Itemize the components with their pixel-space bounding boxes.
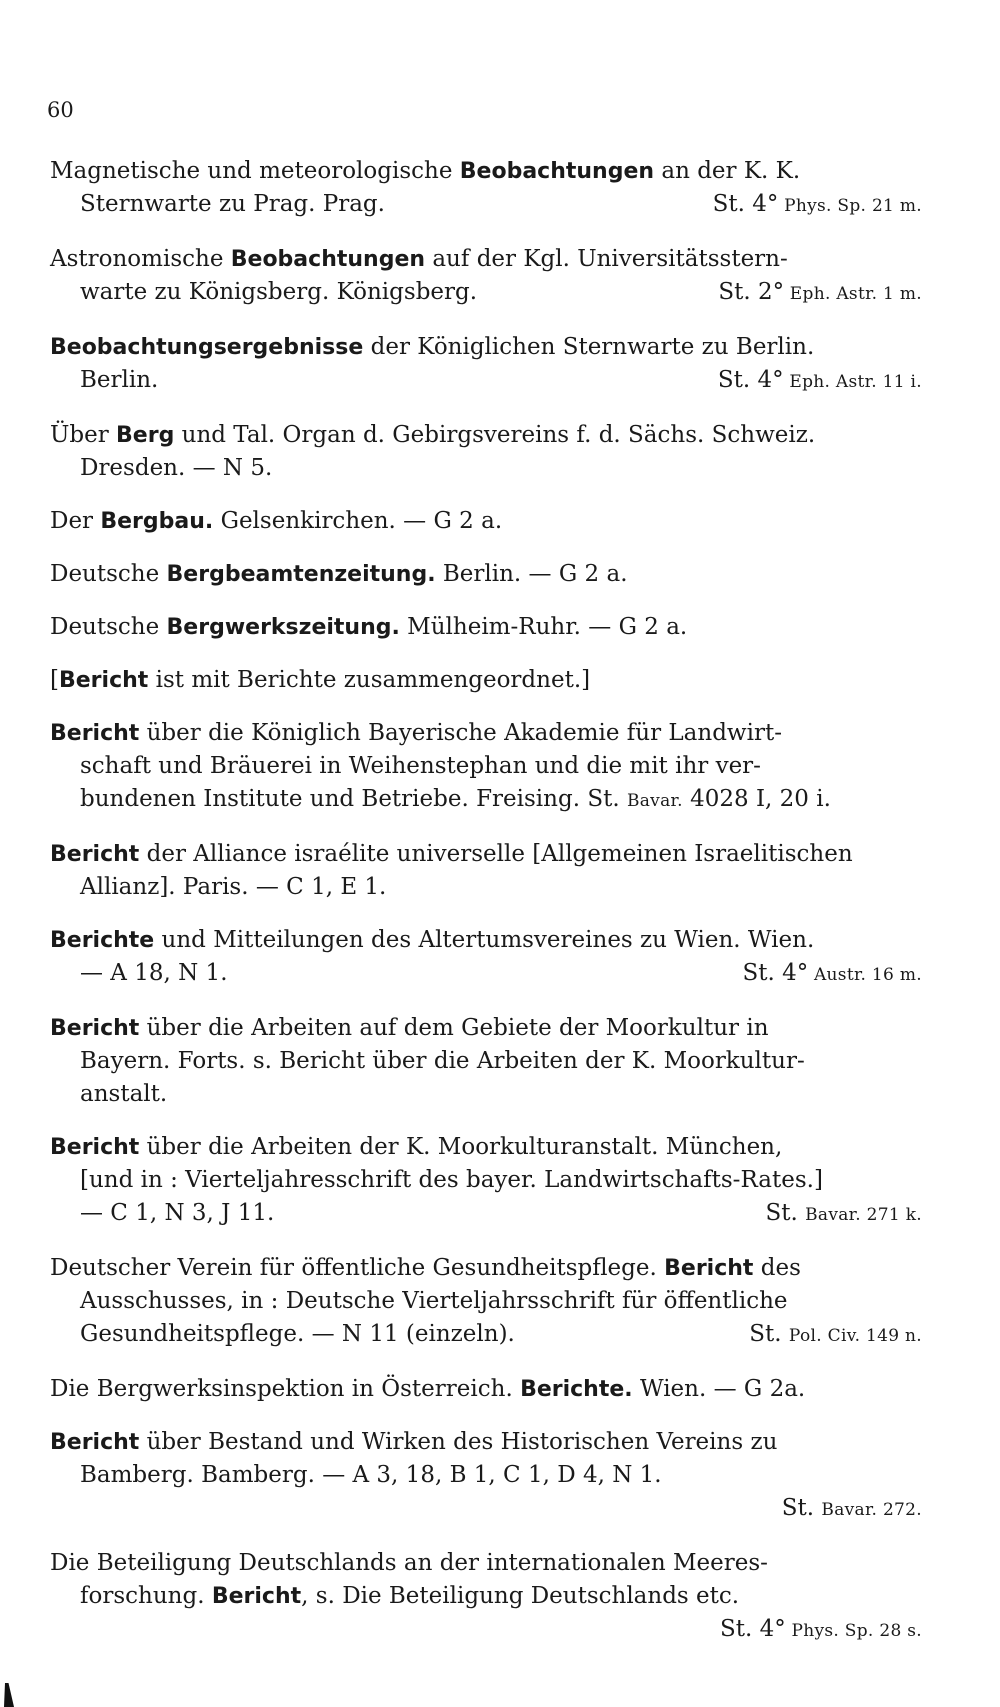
shelfmark: Bavar.	[626, 791, 683, 811]
text-run: Deutscher Verein für öffentliche Gesundheitspflege.	[50, 1255, 665, 1281]
entry-line	[50, 750, 922, 783]
text-run: — C 1, N 3, J 11.	[80, 1200, 275, 1226]
shelfmark: Phys. Sp. 21 m.	[778, 196, 922, 216]
entry-line	[50, 1078, 922, 1111]
text-run: Der	[50, 508, 101, 534]
catalog-entry	[50, 838, 922, 904]
entry-line	[50, 1318, 922, 1353]
text-run: über die Königlich Bayerische Akademie für Landwirt-	[139, 720, 782, 746]
entry-line	[50, 1285, 922, 1318]
text-run: [und in : Vierteljahresschrift des bayer. Landwirtschafts-Rates.]	[80, 1167, 823, 1193]
shelfmark: Bavar. 271 k.	[805, 1205, 922, 1225]
entry-line	[50, 155, 922, 188]
keyword: Beobachtungsergebnisse	[50, 335, 364, 360]
entry-line-text	[80, 276, 477, 311]
text-run: St.	[765, 1200, 806, 1226]
keyword: Berichte.	[520, 1377, 633, 1402]
text-run: Berlin. — G 2 a.	[435, 561, 628, 587]
entry-line	[50, 1613, 922, 1648]
text-run: der Königlichen Sternwarte zu Berlin.	[363, 334, 815, 360]
keyword: Bericht	[50, 1016, 140, 1041]
text-run: Ausschusses, in : Deutsche Vierteljahrsschrift für öffentliche	[80, 1288, 788, 1314]
entry-line	[50, 1492, 922, 1527]
text-run: an der K. K.	[654, 158, 801, 184]
catalog-entry	[50, 1131, 922, 1232]
keyword: Bericht	[50, 1430, 140, 1455]
keyword: Bergbeamtenzeitung.	[166, 562, 436, 587]
text-run: Gesundheitspflege. — N 11 (einzeln).	[80, 1321, 515, 1347]
entry-line	[50, 838, 922, 871]
catalog-entry	[50, 611, 922, 644]
entry-line	[50, 1197, 922, 1232]
shelfmark: Eph. Astr. 1 m.	[784, 284, 922, 304]
text-run: warte zu Königsberg. Königsberg.	[80, 279, 478, 305]
entry-line	[50, 1012, 922, 1045]
keyword: Bericht	[50, 721, 140, 746]
text-run: Deutsche	[50, 614, 167, 640]
entry-line	[50, 419, 922, 452]
catalog-entry	[50, 664, 922, 697]
catalog-entry	[50, 1547, 922, 1648]
text-run: St. 4°	[717, 367, 784, 393]
text-run: über Bestand und Wirken des Historischen Vereins zu	[139, 1429, 778, 1455]
entry-line	[50, 1547, 922, 1580]
text-run: St. 4°	[712, 191, 779, 217]
entry-line	[50, 611, 922, 644]
entry-line	[50, 276, 922, 311]
shelfmark: Pol. Civ. 149 n.	[788, 1326, 922, 1346]
entry-line	[50, 188, 922, 223]
text-run: Berlin.	[80, 367, 159, 393]
keyword: Berichte	[50, 928, 155, 953]
text-run: [	[50, 667, 59, 693]
text-run: Bayern. Forts. s. Bericht über die Arbeiten der K. Moorkultur-	[80, 1048, 805, 1074]
call-number	[765, 1197, 922, 1232]
keyword: Bericht	[50, 1135, 140, 1160]
page-number: 60	[47, 98, 74, 122]
entry-line	[50, 1164, 922, 1197]
entry-line-text	[80, 364, 158, 399]
keyword: Bericht	[58, 668, 149, 693]
text-run: über die Arbeiten auf dem Gebiete der Moorkultur in	[139, 1015, 769, 1041]
keyword: Bergbau.	[100, 509, 214, 534]
text-run: und Tal. Organ d. Gebirgsvereins f. d. Sächs. Schweiz.	[174, 422, 816, 448]
catalog-entry	[50, 924, 922, 992]
entry-line	[50, 783, 922, 818]
catalog-entry	[50, 717, 922, 818]
call-number	[718, 364, 922, 399]
text-run: Deutsche	[50, 561, 167, 587]
text-run: Gelsenkirchen. — G 2 a.	[213, 508, 503, 534]
text-run: Bamberg. Bamberg. — A 3, 18, B 1, C 1, D 4, N 1.	[80, 1462, 662, 1488]
catalog-entry	[50, 558, 922, 591]
catalog-entry	[50, 1012, 922, 1111]
entry-line	[50, 558, 922, 591]
text-run: St.	[749, 1321, 789, 1347]
keyword: Bergwerkszeitung.	[166, 615, 400, 640]
catalog-entry	[50, 155, 922, 223]
text-run: Über	[50, 422, 117, 448]
entry-line	[50, 924, 922, 957]
keyword: Berg	[116, 423, 175, 448]
catalog-entry	[50, 1373, 922, 1406]
text-run: St. 4°	[742, 960, 809, 986]
shelfmark: Phys. Sp. 28 s.	[785, 1621, 922, 1641]
entry-line-text	[80, 1318, 515, 1353]
entry-line	[50, 1426, 922, 1459]
entry-line-text	[80, 188, 385, 223]
catalog-entry	[50, 243, 922, 311]
text-run: Sternwarte zu Prag. Prag.	[80, 191, 385, 217]
entry-line	[50, 243, 922, 276]
text-run: schaft und Bräuerei in Weihenstephan und die mit ihr ver-	[80, 753, 761, 779]
catalog-entry	[50, 331, 922, 399]
entry-line	[50, 364, 922, 399]
entry-line	[50, 505, 922, 538]
entry-line	[50, 331, 922, 364]
text-run: anstalt.	[80, 1081, 168, 1107]
text-run: St. 2°	[718, 279, 785, 305]
entry-line	[50, 717, 922, 750]
call-number	[743, 957, 922, 992]
entry-line	[50, 452, 922, 485]
text-run: Die Bergwerksinspektion in Österreich.	[50, 1376, 521, 1402]
text-run: , s. Die Beteiligung Deutschlands etc.	[301, 1583, 740, 1609]
text-run: 4028 I, 20 i.	[682, 786, 831, 812]
entry-line	[50, 957, 922, 992]
catalog-entry	[50, 419, 922, 485]
keyword: Bericht	[211, 1584, 302, 1609]
shelfmark: Austr. 16 m.	[808, 965, 922, 985]
shelfmark: Eph. Astr. 11 i.	[783, 372, 922, 392]
catalog-entry	[50, 1252, 922, 1353]
entry-line-text	[80, 957, 228, 992]
entry-line	[50, 1373, 922, 1406]
text-run: bundenen Institute und Betriebe. Freising. St.	[80, 786, 627, 812]
catalog-entry	[50, 1426, 922, 1527]
entry-line	[50, 871, 922, 904]
entry-line	[50, 664, 922, 697]
shelfmark: Bavar. 272.	[821, 1500, 922, 1520]
text-run: Magnetische und meteorologische	[50, 158, 460, 184]
entry-line	[50, 1045, 922, 1078]
call-number	[749, 1318, 922, 1353]
entry-line-text	[80, 1197, 274, 1232]
text-run: des	[753, 1255, 801, 1281]
text-run: Astronomische	[50, 246, 231, 272]
entry-line	[50, 1131, 922, 1164]
entry-line	[50, 1580, 922, 1613]
keyword: Beobachtungen	[230, 247, 426, 272]
scan-mark	[4, 1683, 14, 1707]
call-number	[718, 276, 922, 311]
keyword: Bericht	[664, 1256, 754, 1281]
text-run: der Alliance israélite universelle [Allgemeinen Israelitischen	[139, 841, 853, 867]
catalog-entry	[50, 505, 922, 538]
text-run: St.	[781, 1495, 822, 1521]
text-run: Mülheim-Ruhr. — G 2 a.	[399, 614, 688, 640]
text-run: Wien. — G 2a.	[632, 1376, 806, 1402]
catalog-entries	[50, 155, 922, 1668]
text-run: forschung.	[80, 1583, 212, 1609]
text-run: Allianz]. Paris. — C 1, E 1.	[80, 874, 387, 900]
text-run: ist mit Berichte zusammengeordnet.]	[148, 667, 591, 693]
text-run: über die Arbeiten der K. Moorkulturanstalt. München,	[139, 1134, 783, 1160]
call-number	[713, 188, 922, 223]
text-run: St. 4°	[720, 1616, 786, 1642]
text-run: — A 18, N 1.	[80, 960, 228, 986]
keyword: Beobachtungen	[459, 159, 655, 184]
entry-line	[50, 1252, 922, 1285]
text-run: und Mitteilungen des Altertumsvereines zu Wien. Wien.	[154, 927, 815, 953]
text-run: Die Beteiligung Deutschlands an der internationalen Meeres-	[50, 1550, 768, 1576]
entry-line	[50, 1459, 922, 1492]
text-run: auf der Kgl. Universitätsstern-	[425, 246, 788, 272]
text-run: Dresden. — N 5.	[80, 455, 273, 481]
keyword: Bericht	[50, 842, 140, 867]
